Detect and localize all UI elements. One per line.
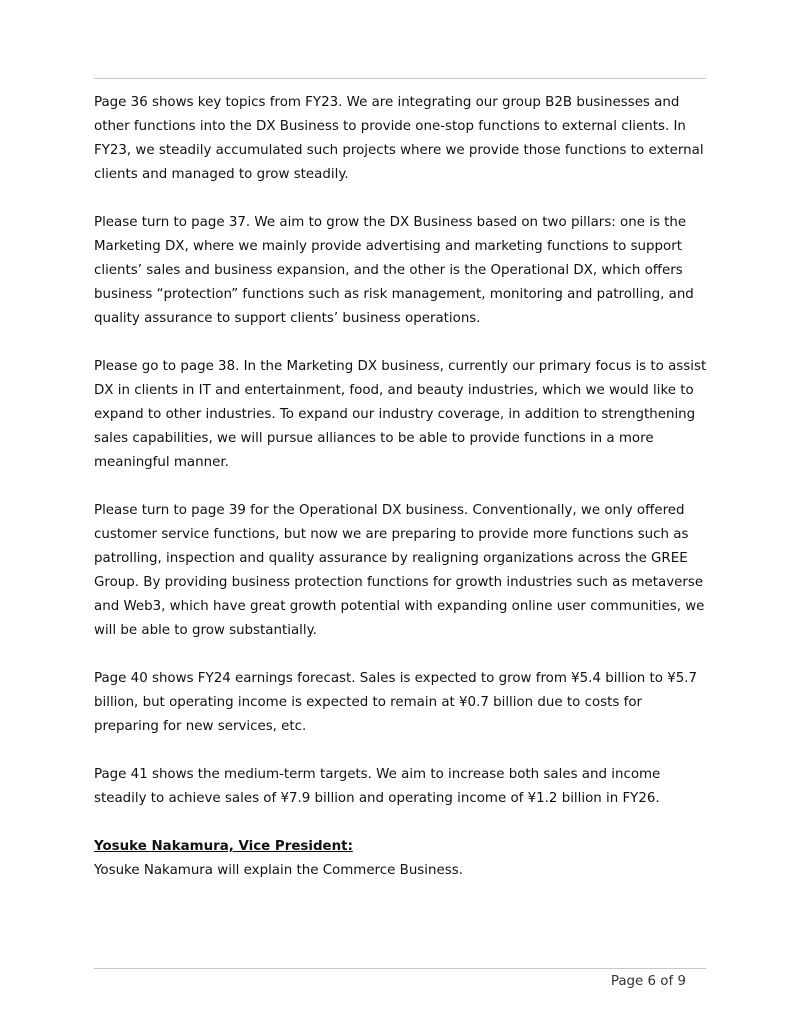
footer-divider	[94, 968, 706, 969]
speaker-statement: Yosuke Nakamura will explain the Commerce Business.	[94, 863, 463, 878]
header-divider	[94, 78, 706, 79]
paragraph-page-37: Please turn to page 37. We aim to grow the DX Business based on two pillars: one is the Marketing DX, where we mainly provide advertising and marketing functions to support clients’ sales and business expansion, and the other is the Operational DX, which offers business “protection” functions such as risk management, monitoring and patrolling, and quality assurance to support clients’ business operations.	[94, 215, 694, 326]
paragraph-page-39: Please turn to page 39 for the Operational DX business. Conventionally, we only offered customer service functions, but now we are preparing to provide more functions such as patrolling, inspection and quality assurance by realigning organizations across the GREE Group. By providing business protection functions for growth industries such as metaverse and Web3, which have great growth potential with expanding online user communities, we will be able to grow substantially.	[94, 503, 705, 638]
paragraph-page-40: Page 40 shows FY24 earnings forecast. Sales is expected to grow from ¥5.4 billion to ¥5.7 billion, but operating income is expected to remain at ¥0.7 billion due to costs for preparing for new services, etc.	[94, 671, 698, 734]
paragraph-page-38: Please go to page 38. In the Marketing DX business, currently our primary focus is to assist DX in clients in IT and entertainment, food, and beauty industries, which we would like to expand to other industries. To expand our industry coverage, in addition to strengthening sales capabilities, we will pursue alliances to be able to provide functions in a more meaningful manner.	[94, 359, 707, 470]
speaker-name: Yosuke Nakamura, Vice President:	[94, 839, 353, 854]
paragraph-page-41: Page 41 shows the medium-term targets. We aim to increase both sales and income steadily to achieve sales of ¥7.9 billion and operating income of ¥1.2 billion in FY26.	[94, 767, 661, 806]
paragraph-page-36: Page 36 shows key topics from FY23. We are integrating our group B2B businesses and other functions into the DX Business to provide one-stop functions to external clients. In FY23, we steadily accumulated such projects where we provide those functions to external clients and managed to grow steadily.	[94, 95, 704, 182]
page-number: Page 6 of 9	[610, 974, 686, 989]
document-body	[94, 91, 710, 883]
